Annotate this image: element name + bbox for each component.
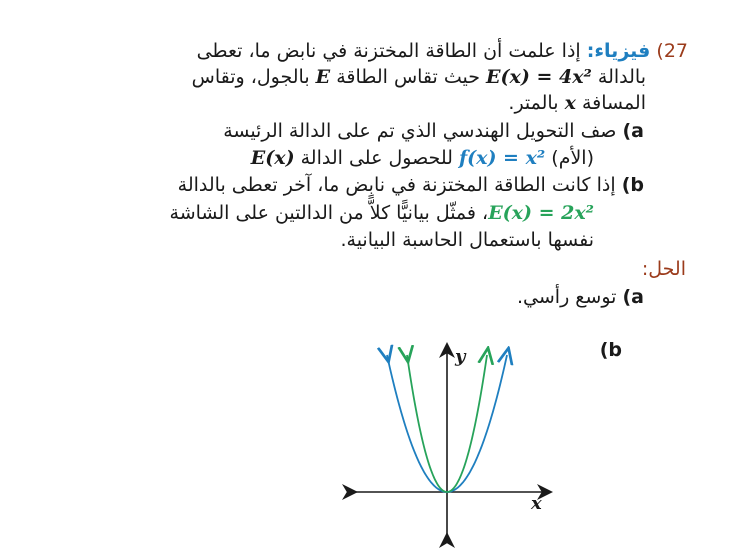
parent-function-formula: f(x) = x² [458,147,546,169]
part-a-text-1: صف التحويل الهندسي الذي تم على الدالة الرئيسة [223,120,617,142]
part-a-target: E(x) [250,147,295,169]
y-axis-label: y [455,346,466,367]
subject-label: فيزياء: [586,40,651,62]
part-b-text-3: نفسها باستعمال الحاسبة البيانية. [340,229,594,251]
x-axis-label: x [531,493,542,514]
part-b-text-1: إذا كانت الطاقة المختزنة في نابض ما، آخر تعطى بالدالة [177,174,616,196]
problem-number: 27) [656,40,688,62]
part-b-formula: E(x) = 2x² [488,202,594,224]
part-b-label: b) [621,174,644,196]
energy-formula: E(x) = 4x² [486,66,592,88]
problem-text-2a: بالدالة [597,66,646,88]
problem-text-1: إذا علمت أن الطاقة المختزنة في نابض ما، تعطى [196,40,581,62]
part-b-text-2: ، فمثّل بيانيًّا كلاًّ من الدالتين على الشاشة [169,202,489,224]
part-a-label: a) [622,120,644,142]
solution-b-label: b) [599,339,622,361]
problem-text-3b: بالمتر. [508,92,559,114]
part-a-text-2a: (الأم) [551,147,594,169]
solution-a-label: a) [622,286,644,308]
problem-text-2b: حيث تقاس الطاقة [336,66,480,88]
problem-text-3a: المسافة [581,92,646,114]
solution-a-answer: توسع رأسي. [517,286,617,308]
solution-heading: الحل: [641,258,686,280]
distance-var: x [564,92,576,114]
energy-var: E [315,66,331,88]
part-a-text-2b: للحصول على الدالة [300,147,453,169]
problem-text-2c: بالجول، وتقاس [191,66,310,88]
